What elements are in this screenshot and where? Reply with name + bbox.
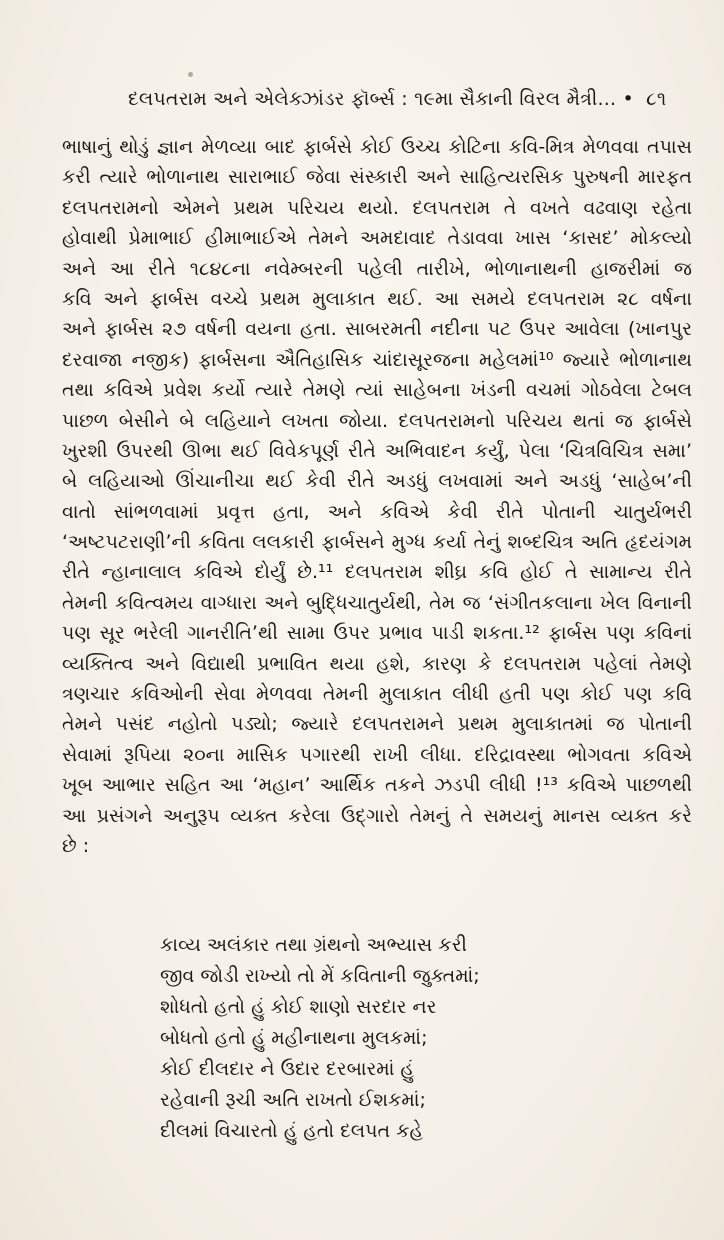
header-bullet: • — [622, 88, 634, 110]
running-header — [128, 88, 688, 110]
verse-line: જીવ જોડી રાખ્યો તો મેં કવિતાની જુક્તમાં; — [160, 965, 480, 987]
verse-line: કોઈ દીલદાર ને ઉદાર દરબારમાં હું — [160, 1058, 414, 1080]
page-number: ૮૧ — [646, 88, 667, 110]
text-line: અને ફાર્બસ ૨૭ વર્ષની વયના હતા. સાબરમતી નદીના પટ ઉપર આવેલા (ખાનપુર — [62, 318, 692, 341]
verse-line: દીલમાં વિચારતો હું હતો દલપત કહે — [160, 1120, 424, 1142]
text-line: પાછળ બેસીને બે લહિયાને લખતા જોયા. દલપતરામનો પરિચય થતાં જ ફાર્બસે — [62, 409, 692, 432]
text-line: પણ સૂર ભરેલી ગાનરીતિ’થી સામા ઉપર પ્રભાવ પાડી શકતા.¹² ફાર્બસ પણ કવિનાં — [62, 622, 692, 645]
text-line: તથા કવિએ પ્રવેશ કર્યો ત્યારે તેમણે ત્યાં સાહેબના ખંડની વચમાં ગોઠવેલા ટેબલ — [62, 379, 692, 402]
verse-line: શોધતો હતો હું કોઈ શાણો સરદાર નર — [160, 996, 437, 1018]
text-line: રીતે ન્હાનાલાલ કવિએ દોર્યું છે.¹¹ દલપતરામ શીઘ્ર કવિ હોઈ તે સામાન્ય રીતે — [62, 561, 692, 584]
verse-line: બોધતો હતો હું મહીનાથના મુલકમાં; — [160, 1027, 428, 1049]
text-line: બે લહિયાઓ ઊંચાનીચા થઈ કેવી રીતે અડધું લખવામાં અને અડધું ‘સાહેબ’ની — [62, 470, 692, 493]
text-line: દલપતરામનો એમને પ્રથમ પરિચય થયો. દલપતરામ તે વખતે વઢવાણ રહેતા — [62, 196, 692, 219]
text-line: છે : — [62, 834, 90, 857]
text-line: કવિ અને ફાર્બસ વચ્ચે પ્રથમ મુલાકાત થઈ. આ સમયે દલપતરામ ૨૮ વર્ષના — [62, 287, 692, 310]
text-line: તેમની કવિત્વમય વાગ્ધારા અને બુદ્ધિચાતુર્યથી, તેમ જ ‘સંગીતકલાના ખેલ વિનાની — [62, 591, 692, 614]
text-line: અને આ રીતે ૧૮૪૮ના નવેમ્બરની પહેલી તારીખે, ભોળાનાથની હાજરીમાં જ — [62, 257, 692, 280]
text-line: હોવાથી પ્રેમાભાઈ હીમાભાઈએ તેમને અમદાવાદ તેડાવવા ખાસ ‘કાસદ’ મોકલ્યો — [62, 227, 692, 250]
text-line: ખુરશી ઉપરથી ઊભા થઈ વિવેકપૂર્ણ રીતે અભિવાદન કર્યું, પેલા ‘ચિત્રવિચિત્ર સમા’ — [62, 439, 692, 462]
text-line: ભાષાનું થોડું જ્ઞાન મેળવ્યા બાદ ફાર્બસે કોઈ ઉચ્ચ કોટિના કવિ-મિત્ર મેળવવા તપાસ — [62, 136, 692, 158]
text-line: ‘અષ્ટપટરાણી’ની કવિતા લલકારી ફાર્બસને મુગ્ધ કર્યા તેનું શબ્દચિત્ર અતિ હૃદયંગમ — [62, 531, 692, 554]
verse-line: રહેવાની રૂચી અતિ રાખતો ઈશકમાં; — [160, 1089, 426, 1111]
text-line: દરવાજા નજીક) ફાર્બસના ઐતિહાસિક ચાંદાસૂરજના મહેલમાં¹⁰ જ્યારે ભોળાનાથ — [62, 348, 692, 371]
text-line: આ પ્રસંગને અનુરૂપ વ્યક્ત કરેલા ઉદ્ગારો તેમનું તે સમયનું માનસ વ્યક્ત કરે — [62, 804, 692, 827]
text-line: ખૂબ આભાર સહિત આ ‘મહાન’ આર્થિક તકને ઝડપી લીધી !¹³ કવિએ પાછળથી — [62, 774, 692, 797]
body-paragraph — [62, 132, 692, 861]
paper-speck — [188, 72, 193, 77]
text-line: વ્યક્તિત્વ અને વિદ્યાથી પ્રભાવિત થયા હશે, કારણ કે દલપતરામ પહેલાં તેમણે — [62, 652, 692, 675]
text-line: તેમને પસંદ નહોતો પડ્યો; જ્યારે દલપતરામને પ્રથમ મુલાકાતમાં જ પોતાની — [62, 713, 692, 736]
text-line: સેવામાં રૂપિયા ૨૦ના માસિક પગારથી રાખી લીધા. દરિદ્રાવસ્થા ભોગવતા કવિએ — [62, 743, 692, 766]
verse-block — [160, 930, 540, 1147]
running-title: દલપતરામ અને એલેક્ઝાંડર ફૉર્બ્સ : ૧૯મા સૈકાની વિરલ મૈત્રી... — [128, 88, 617, 110]
text-line: ત્રણચાર કવિઓની સેવા મેળવવા તેમની મુલાકાત લીધી હતી પણ કોઈ પણ કવિ — [62, 683, 692, 706]
text-line: વાતો સાંભળવામાં પ્રવૃત્ત હતા, અને કવિએ કેવી રીતે પોતાની ચાતુર્યભરી — [62, 500, 692, 523]
verse-line: કાવ્ય અલંકાર તથા ગ્રંથનો અભ્યાસ કરી — [160, 934, 467, 956]
text-line: કરી ત્યારે ભોળાનાથ સારાભાઈ જેવા સંસ્કારી અને સાહિત્યરસિક પુરુષની મારફત — [62, 166, 692, 189]
